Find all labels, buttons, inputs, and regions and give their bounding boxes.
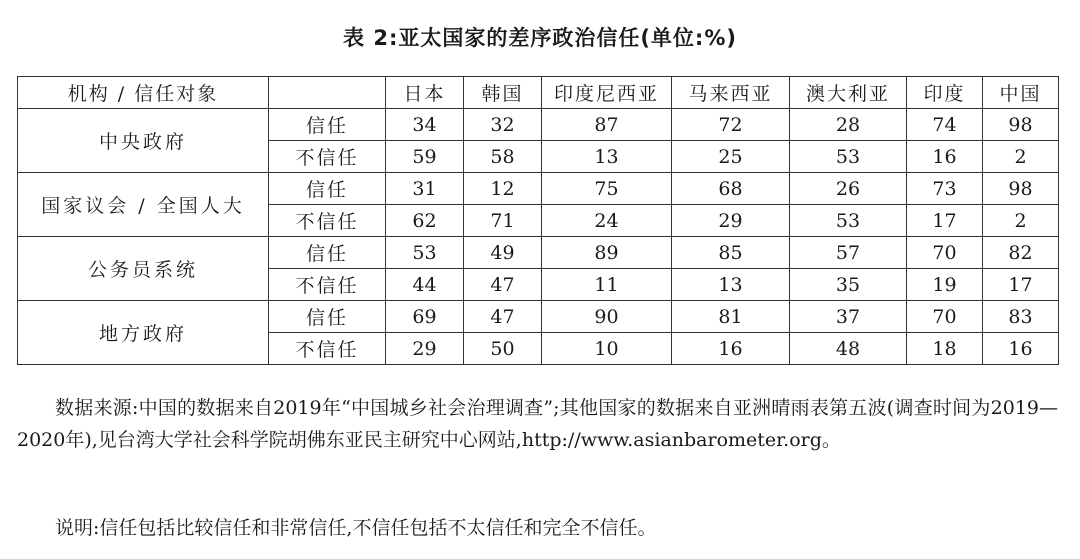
- header-country: 印度尼西亚: [542, 77, 672, 109]
- table-row: [18, 173, 1059, 205]
- value-cell: 59: [386, 141, 464, 173]
- value-cell: 57: [790, 237, 907, 269]
- value-cell: 81: [672, 301, 790, 333]
- trust-kind: 信任: [269, 109, 386, 141]
- value-cell: 50: [464, 333, 542, 365]
- table-title: 表 2:亚太国家的差序政治信任(单位:%): [343, 26, 737, 50]
- value-cell: 37: [790, 301, 907, 333]
- value-cell: 29: [672, 205, 790, 237]
- value-cell: 18: [907, 333, 983, 365]
- value-cell: 2: [983, 141, 1059, 173]
- institution-name: 国家议会 / 全国人大: [18, 173, 269, 237]
- distrust-kind: 不信任: [269, 205, 386, 237]
- value-cell: 35: [790, 269, 907, 301]
- value-cell: 62: [386, 205, 464, 237]
- header-country: 韩国: [464, 77, 542, 109]
- explain-note: 说明:信任包括比较信任和非常信任,不信任包括不太信任和完全不信任。: [55, 517, 657, 539]
- value-cell: 47: [464, 269, 542, 301]
- value-cell: 13: [672, 269, 790, 301]
- table-row: [18, 301, 1059, 333]
- institution-name: 中央政府: [18, 109, 269, 173]
- value-cell: 58: [464, 141, 542, 173]
- value-cell: 53: [790, 205, 907, 237]
- header-country: 日本: [386, 77, 464, 109]
- header-country: 马来西亚: [672, 77, 790, 109]
- source-note: 数据来源:中国的数据来自2019年“中国城乡社会治理调查”;其他国家的数据来自亚洲晴雨表第五波(调查时间为2019—2020年),见台湾大学社会科学院胡佛东亚民主研究中心网站,http://www.asianbarometer.org。: [17, 397, 1058, 451]
- trust-kind: 信任: [269, 301, 386, 333]
- value-cell: 17: [983, 269, 1059, 301]
- value-cell: 13: [542, 141, 672, 173]
- value-cell: 98: [983, 173, 1059, 205]
- value-cell: 53: [386, 237, 464, 269]
- header-institution-label: 机构 / 信任对象: [18, 77, 269, 109]
- value-cell: 71: [464, 205, 542, 237]
- value-cell: 16: [907, 141, 983, 173]
- value-cell: 70: [907, 301, 983, 333]
- value-cell: 74: [907, 109, 983, 141]
- table-row: [18, 109, 1059, 141]
- institution-name: 公务员系统: [18, 237, 269, 301]
- value-cell: 68: [672, 173, 790, 205]
- value-cell: 73: [907, 173, 983, 205]
- value-cell: 11: [542, 269, 672, 301]
- header-country: 印度: [907, 77, 983, 109]
- value-cell: 16: [672, 333, 790, 365]
- value-cell: 75: [542, 173, 672, 205]
- value-cell: 10: [542, 333, 672, 365]
- header-empty-cell: [269, 77, 386, 109]
- value-cell: 70: [907, 237, 983, 269]
- header-country: 澳大利亚: [790, 77, 907, 109]
- value-cell: 19: [907, 269, 983, 301]
- value-cell: 2: [983, 205, 1059, 237]
- value-cell: 98: [983, 109, 1059, 141]
- value-cell: 53: [790, 141, 907, 173]
- value-cell: 49: [464, 237, 542, 269]
- value-cell: 24: [542, 205, 672, 237]
- value-cell: 28: [790, 109, 907, 141]
- trust-kind: 信任: [269, 237, 386, 269]
- table-row: [18, 237, 1059, 269]
- distrust-kind: 不信任: [269, 269, 386, 301]
- value-cell: 90: [542, 301, 672, 333]
- value-cell: 25: [672, 141, 790, 173]
- value-cell: 89: [542, 237, 672, 269]
- distrust-kind: 不信任: [269, 333, 386, 365]
- source-note-block: [17, 392, 1058, 456]
- value-cell: 44: [386, 269, 464, 301]
- value-cell: 16: [983, 333, 1059, 365]
- value-cell: 72: [672, 109, 790, 141]
- explain-note-block: [17, 512, 1058, 544]
- value-cell: 12: [464, 173, 542, 205]
- value-cell: 17: [907, 205, 983, 237]
- value-cell: 48: [790, 333, 907, 365]
- value-cell: 87: [542, 109, 672, 141]
- table-header-row: [18, 77, 1059, 109]
- value-cell: 32: [464, 109, 542, 141]
- trust-kind: 信任: [269, 173, 386, 205]
- institution-name: 地方政府: [18, 301, 269, 365]
- value-cell: 82: [983, 237, 1059, 269]
- value-cell: 29: [386, 333, 464, 365]
- value-cell: 31: [386, 173, 464, 205]
- value-cell: 83: [983, 301, 1059, 333]
- header-country: 中国: [983, 77, 1059, 109]
- trust-table: [17, 76, 1059, 365]
- value-cell: 47: [464, 301, 542, 333]
- value-cell: 85: [672, 237, 790, 269]
- value-cell: 26: [790, 173, 907, 205]
- distrust-kind: 不信任: [269, 141, 386, 173]
- value-cell: 34: [386, 109, 464, 141]
- value-cell: 69: [386, 301, 464, 333]
